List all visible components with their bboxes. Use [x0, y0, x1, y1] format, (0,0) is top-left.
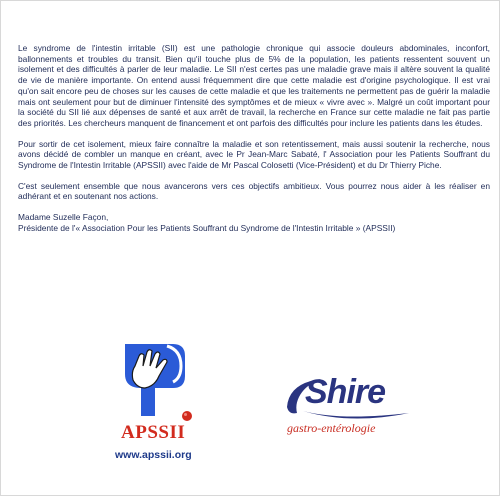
- apssii-name: APSSII: [121, 422, 186, 443]
- shire-logo: [281, 373, 421, 443]
- paragraph-call-to-action: C'est seulement ensemble que nous avancerons vers ces objectifs ambitieux. Vous pourrez nous aider à les réaliser en adhérant et en soutenant nos actions.: [18, 180, 490, 202]
- signature-role: Présidente de l'« Association Pour les Patients Souffrant du Syndrome de l'Intestin Irritable » (APSSII): [18, 222, 396, 233]
- letter-body: [18, 43, 490, 234]
- signature-name: Madame Suzelle Façon,: [18, 212, 109, 223]
- paragraph-association: Pour sortir de cet isolement, mieux faire connaître la maladie et son retentissement, mais aussi soutenir la recherche, nous avons décidé de combler un manque en créant, avec le Pr Jean-Marc Sabaté, l' Association pour les Patients Souffrant du Syndrome de l'Intestin Irritable (APSSII) avec l'aide de Mr Pascal Colosetti (Vice-Président) et du Dr Thierry Piche.: [18, 138, 490, 171]
- hand-figure-icon: [111, 336, 211, 426]
- apssii-website: www.apssii.org: [115, 449, 192, 461]
- shire-subtitle: gastro-entérologie: [287, 421, 376, 435]
- shire-wordmark: Shire: [305, 373, 386, 411]
- apssii-logo: [111, 336, 211, 466]
- paragraph-intro: Le syndrome de l'intestin irritable (SII) est une pathologie chronique qui associe douleurs abdominales, inconfort, ballonnements et troubles du transit. Bien qu'il touche plus de 5% de la population, les patients ressentent souvent un isolement et des difficultés à parler de leur maladie. Le SII n'est certes pas une maladie grave mais il altère souvent la qualité de vie de manière importante. On entend aussi fréquemment dire que cette maladie est d'origine psychologique. Il est vrai qu'on sait encore peu de choses sur les causes de cette maladie et que les traitements ne permettent pas de guérir la maladie mais ont seulement pour but de diminuer l'intensité des symptômes et de mieux « vivre avec ». Malgré un coût important pour la société du SII lié aux dépenses de santé et aux arrêt de travail, la recherche en France sur cette maladie ne fait pas partie des priorités. Les chercheurs manquent de financement et ont parfois des difficultés pour inclure les patients dans les études.: [18, 43, 490, 128]
